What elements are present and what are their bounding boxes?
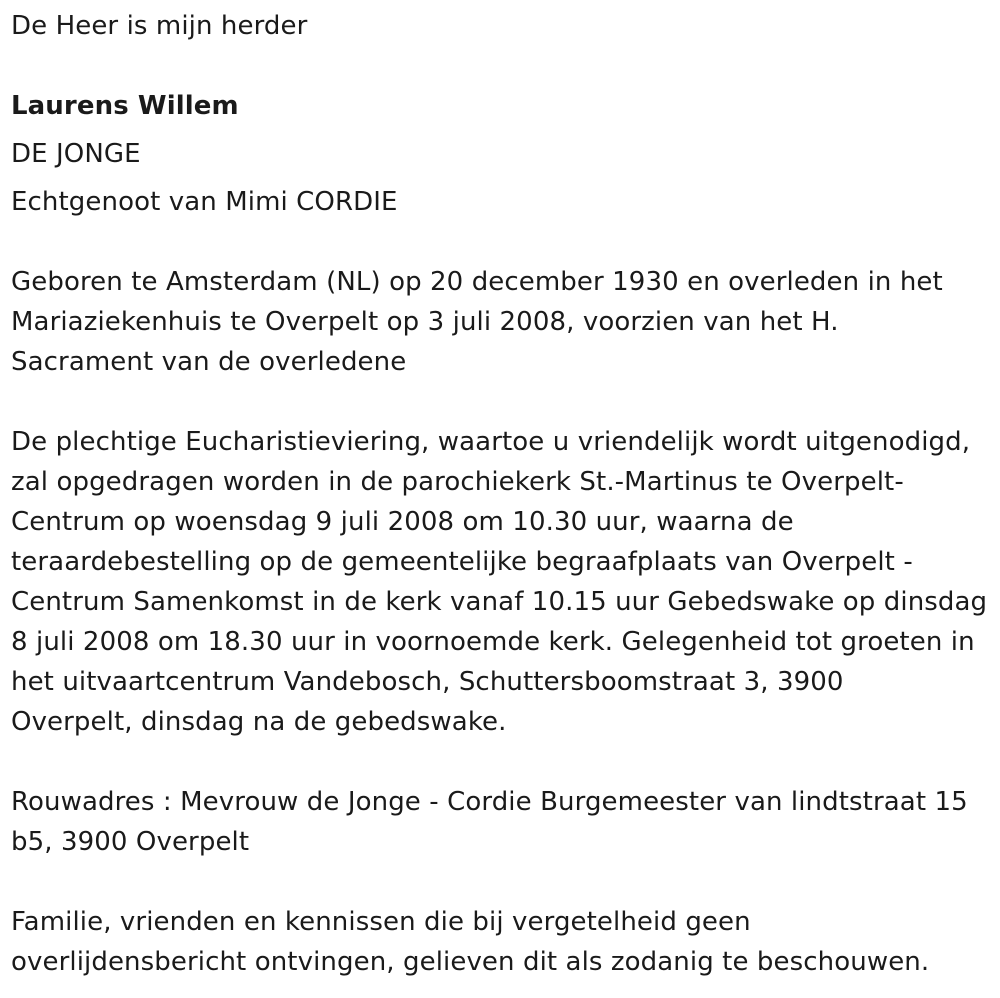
mourning-address-paragraph (11, 782, 968, 862)
paragraph-line: Sacrament van de overledene (11, 347, 407, 377)
paragraph-line: Overpelt, dinsdag na de gebedswake. (11, 707, 507, 737)
deceased-family-name: DE JONGE (11, 139, 141, 169)
funeral-service-paragraph (11, 422, 987, 742)
paragraph-line: zal opgedragen worden in de parochiekerk St.-Martinus te Overpelt- (11, 467, 904, 497)
paragraph-line: Rouwadres : Mevrouw de Jonge - Cordie Burgemeester van lindtstraat 15 (11, 787, 968, 817)
birth-death-paragraph (11, 262, 943, 382)
paragraph-line: Centrum Samenkomst in de kerk vanaf 10.15 uur Gebedswake op dinsdag (11, 587, 988, 617)
paragraph-line: 8 juli 2008 om 18.30 uur in voornoemde kerk. Gelegenheid tot groeten in (11, 627, 975, 657)
paragraph-line: Centrum op woensdag 9 juli 2008 om 10.30 uur, waarna de (11, 507, 794, 537)
paragraph-line: Geboren te Amsterdam (NL) op 20 december 1930 en overleden in het (11, 267, 943, 297)
paragraph-line: het uitvaartcentrum Vandebosch, Schuttersboomstraat 3, 3900 (11, 667, 844, 697)
intro-verse: De Heer is mijn herder (11, 11, 308, 41)
paragraph-line: Familie, vrienden en kennissen die bij vergetelheid geen (11, 907, 751, 937)
paragraph-line: overlijdensbericht ontvingen, gelieven dit als zodanig te beschouwen. (11, 947, 930, 977)
paragraph-line: De plechtige Eucharistieviering, waartoe u vriendelijk wordt uitgenodigd, (11, 427, 971, 457)
paragraph-line: Mariaziekenhuis te Overpelt op 3 juli 2008, voorzien van het H. (11, 307, 839, 337)
spouse-line: Echtgenoot van Mimi CORDIE (11, 187, 398, 217)
deceased-given-names: Laurens Willem (11, 91, 239, 121)
paragraph-line: teraardebestelling op de gemeentelijke begraafplaats van Overpelt - (11, 547, 913, 577)
closing-paragraph (11, 902, 929, 982)
paragraph-line: b5, 3900 Overpelt (11, 827, 250, 857)
